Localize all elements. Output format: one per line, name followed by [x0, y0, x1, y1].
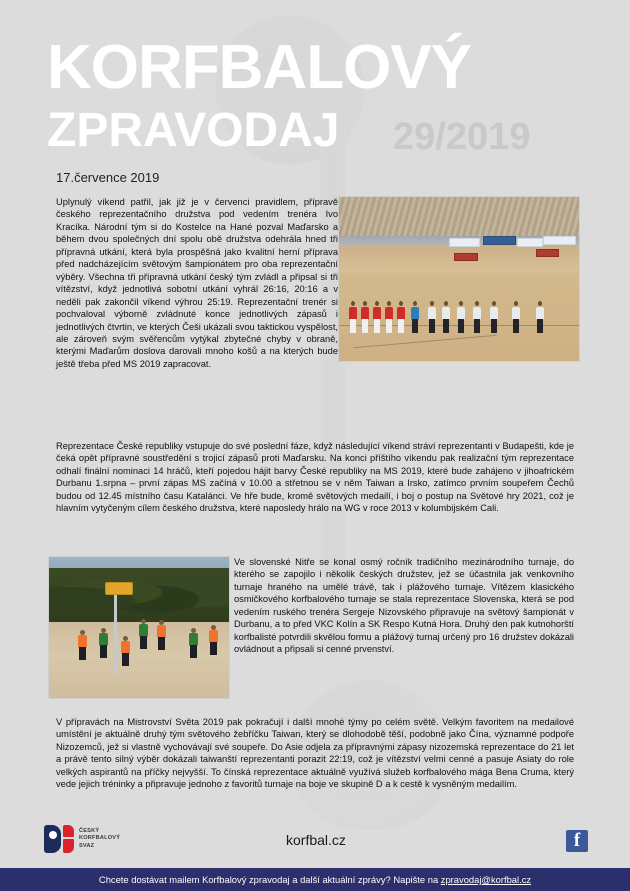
korfball-federation-mark-icon: [44, 825, 74, 853]
facebook-icon[interactable]: f: [566, 830, 588, 852]
federation-name-line-3: SVAZ: [79, 842, 95, 849]
subscribe-bar: [0, 868, 630, 891]
subscribe-bar-text: [0, 868, 630, 891]
logo-ball-dot: [49, 831, 57, 839]
federation-logo[interactable]: [44, 825, 120, 853]
article-paragraph-3: Ve slovenské Nitře se konal osmý ročník tradičního mezinárodního turnaje, do kterého se zapojilo i několik českých družstev, jež se účastnila jak venkovního turnaje hraného na umělé trávě, tak i plážového turnaje. Vítězem klasického osmičkového korfbalového turnaje se stala reprezentace Slovenska, která se pod vedením ruského trenéra Sergeje Nizovského připravuje na světový šampionát v Durbanu, a to před VKC Kolín a SK Respo Kutná Hora. Druhý den pak kutnohorští korfbalisté potvrdili skvělou formu a plážový turnaj určený pro 16 družstev dokázali ovládnout a připsali si cenné prvenství.: [234, 557, 574, 655]
page-subtitle: ZPRAVODAJ: [47, 104, 340, 157]
federation-name: [79, 828, 120, 850]
article-paragraph-2: Reprezentace České republiky vstupuje do své poslední fáze, když následující víkend stráví reprezentanti v Budapešti, kde je čeká opět přípravné soustředění s trojicí zápasů proti Maďarsku. Na konci příštího víkendu pak realizační tým reprezentace odhalí finální nominaci 14 hráčů, kteří pojedou hájit barvy České republiky na MS 2019, které bude zahájeno v jihoafrickém Durbanu 1.srpna – první zápas MS začíná v 10.00 a střetnou se v něm Taiwan a Irsko, zatímco prvním soupeřem Čechů budou od 12.45 místního času Katalánci. Ve hře bude, kromě světových medailí, i boj o postup na Světové hry 2021, což je hlavním vytyčeným cílem českého družstva, které naposledy hrálo na WG v roce 2013 v kolumbijském Cali.: [56, 441, 574, 514]
issue-number: 29/2019: [393, 116, 531, 158]
website-url[interactable]: korfbal.cz: [286, 832, 346, 848]
logo-d-shape: [44, 825, 61, 853]
logo-red-top-shape: [63, 825, 74, 837]
photo-beach-korfball: [48, 556, 230, 699]
hall-banner: [454, 253, 478, 261]
korf-post-icon: [114, 585, 117, 672]
issue-date: 17.července 2019: [56, 170, 160, 185]
page-title: KORFBALOVÝ: [47, 33, 471, 102]
photo-indoor-hall: [338, 196, 580, 362]
hall-banner: [543, 236, 576, 245]
hall-banner: [517, 238, 543, 247]
subscribe-prompt: Chcete dostávat mailem Korfbalový zpravodaj a další aktuální zprávy? Napište na: [98, 874, 441, 885]
tree-line: [49, 568, 229, 622]
hall-banner: [483, 236, 516, 245]
article-paragraph-4: V přípravách na Mistrovství Světa 2019 pak pokračují i další mnohé týmy po celém světě. Velkým favoritem na medailové umístění je aktuálně druhý tým světového žebříčku Taiwan, který se dlohodobě těší, podobně jako Čína, významné podpoře Nizozemců, jež si vlastně vychovávají své soupeře. Do Asie odjela za přípravnými zápasy nizozemská reprezentace do 21 let a právě tento silný výběr dokázali taiwanští reprezentanti porazit 22:19, což je vítězství velmi cenné a pasuje Asiaty do role velkých aspirantů na příčky nejvyšší. To čínská reprezentace aktuálně využívá služeb korfbalového mága Bena Cruma, který vede jejich tréninky a připravuje jednoho z favoritů turnaje na boje ve skupině D a k cestě k vysněným medailím.: [56, 717, 574, 790]
hall-roof: [339, 197, 579, 236]
subscribe-email-link[interactable]: zpravodaj@korfbal.cz: [440, 874, 532, 885]
logo-red-bottom-shape: [63, 839, 74, 853]
article-paragraph-1: Uplynulý víkend patřil, jak již je v červenci pravidlem, přípravě českého reprezentačního družstva pod vedením trenéra Ivo Kracíka. Národní tým si do Kostelce na Hané pozval Maďarsko a během dvou společných dní spolu obě družstva odehrála hned tři přípravná utkání, která byla prospěšná jako kvalitní herní příprava před nadcházejícím světovým šampionátem pro oba reprezentační výběry. Všechna tři přípravná utkání český tým zvládl a připsal si tři vítězství, když jednotlivá sobotní utkání vyhrál 26:16, 20:16 a v neděli pak zakončil víkend výhrou 25:19. Reprezentační trenér si pochvaloval výborně zvládnuté konce jednotlivých zápasů i jednotlivých čtvrtin, ve kterých Češi ukázali svou taktickou vyspělost, ale zároveň svým svěřencům vytýkal zbytečné chyby v obraně, kterými Maďarům doslova darovali mnoho košů a na kterých bude ještě třeba před MS 2019 zapracovat.: [56, 197, 338, 369]
hall-banner: [536, 249, 560, 257]
hall-banner: [449, 238, 480, 247]
masthead: [0, 0, 630, 170]
federation-name-line-2: KORFBALOVÝ: [79, 835, 121, 842]
korf-basket-icon: [105, 582, 133, 595]
federation-name-line-1: ČESKÝ: [79, 827, 100, 834]
